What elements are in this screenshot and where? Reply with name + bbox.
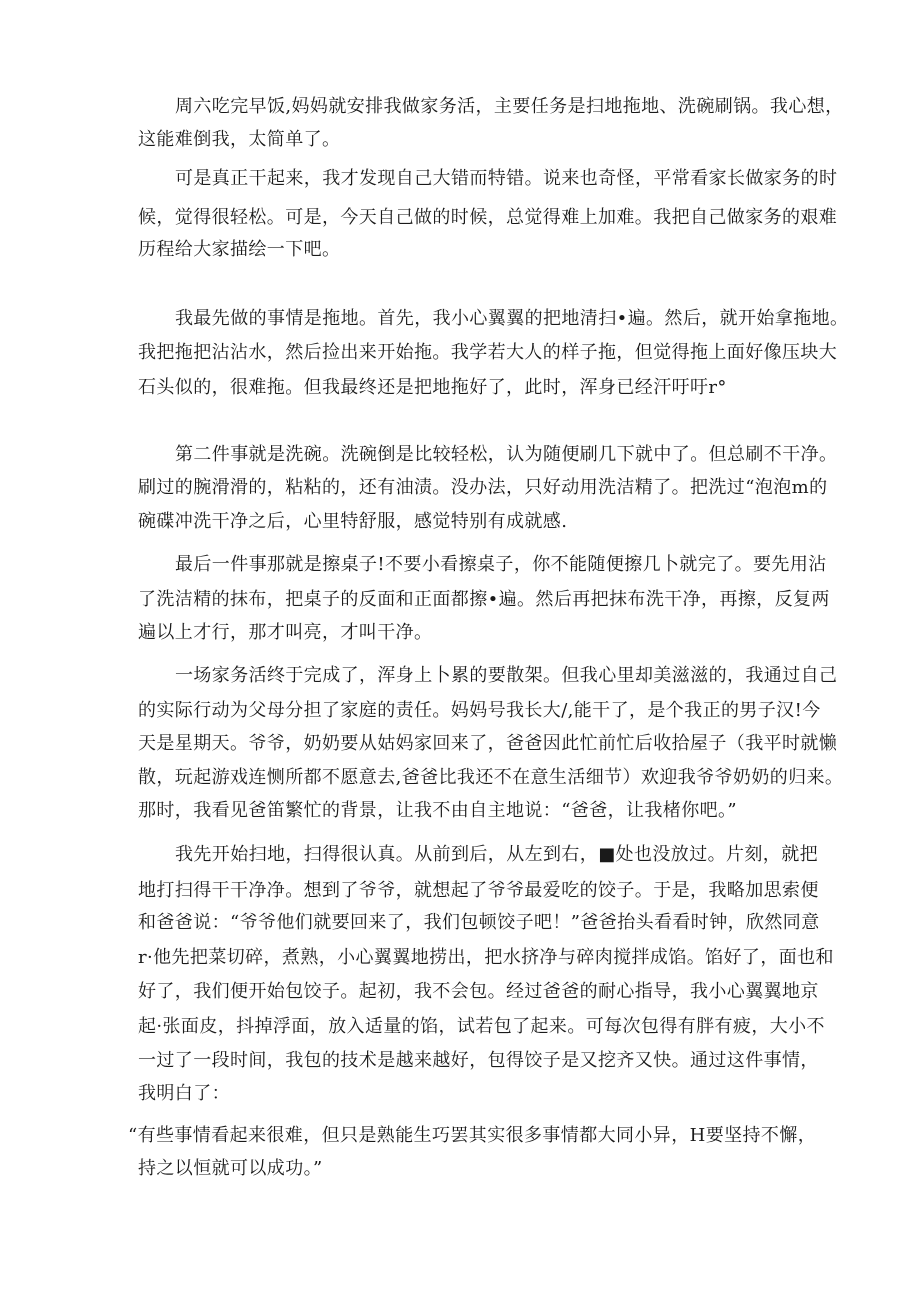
text-line: 我明白了： [138,1083,230,1104]
text-line: 候，觉得很轻松。可是，今天自己做的时候，总觉得难上加难。我把自己做家务的艰难 [138,207,838,228]
text-line: 我把拖把沾沾水，然后捡出来开始拖。我学若大人的样子拖，但觉得拖上面好像压块大 [138,342,838,363]
text-line: 刷过的腕滑滑的，粘粘的，还有油渍。没办法，只好动用洗洁精了。把洗过“泡泡m的 [138,477,828,498]
text-line: 好了，我们便开始包饺子。起初，我不会包。经过爸爸的耐心指导，我小心翼翼地京 [138,981,819,1002]
text-line: 周六吃完早饭,妈妈就安排我做家务活，主要任务是扫地拖地、洗碗刷锅。我心想， [175,96,844,117]
text-line: 了洗洁精的抹布，把桌子的反面和正面都擦•遍。然后再把抹布洗干净，再擦，反复两 [138,589,830,610]
text-line: 那时，我看见爸笛繁忙的背景，让我不由自主地说：“爸爸，让我楮你吧。” [138,800,738,821]
text-line: 天是星期天。爷爷，奶奶要从姑妈家回来了，爸爸因此忙前忙后收拾屋子（我平时就懒 [138,733,838,754]
text-line: 我先开始扫地，扫得很认真。从前到后，从左到右，■处也没放过。片刻，就把 [175,844,819,865]
text-line: 历程给大家描绘一下吧。 [138,239,341,260]
text-line: 的实际行动为父母分担了家庭的责任。妈妈号我长大/,能干了，是个我正的男子汉!今 [138,700,821,721]
text-line: “有些事情看起来很难，但只是熟能生巧罢其实很多事情都大同小异，H要坚持不懈， [128,1125,817,1146]
text-line: 持之以恒就可以成功。” [138,1158,323,1179]
text-line: 石头似的，很难拖。但我最终还是把地拖好了，此时，浑身已经汗吁吁r° [138,377,727,398]
text-line: 一过了一段时间，我包的技术是越来越好，包得饺子是又挖齐又快。通过这件事情， [138,1050,819,1071]
text-line: 最后一件事那就是擦桌子!不要小看擦桌子，你不能随便擦几卜就完了。要先用沾 [175,554,827,575]
text-line: 地打扫得干干净净。想到了爷爷，就想起了爷爷最爱吃的饺子。于是，我略加思索便 [138,880,819,901]
text-line: 我最先做的事情是拖地。首先，我小心翼翼的把地清扫•遍。然后，就开始拿拖地。 [175,308,849,329]
text-line: 碗碟冲洗干净之后，心里特舒服，感觉特别有成就感. [138,511,568,532]
text-line: 和爸爸说：“爷爷他们就要回来了，我们包顿饺子吧！”爸爸抬头看看时钟，欣然同意 [138,912,820,933]
text-line: 一场家务活终于完成了，浑身上卜累的要散架。但我心里却美滋滋的，我通过自己 [175,665,838,686]
text-line: 可是真正干起来，我才发现自己大错而特错。说来也奇怪，平常看家长做家务的时 [175,168,838,189]
text-line: 散，玩起游戏连恻所都不愿意去,爸爸比我还不在意生活细节）欢迎我爷爷奶奶的归来。 [138,767,844,788]
text-line: r·他先把菜切碎，煮熟，小心翼翼地捞出，把水挤净与碎肉搅拌成馅。馅好了，面也和 [138,947,834,968]
text-line: 遍以上才行，那才叫亮，才叫干净。 [138,622,433,643]
text-line: 这能难倒我，太简单了。 [138,129,341,150]
text-line: 第二件事就是洗碗。洗碗倒是比较轻松，认为随便刷几下就中了。但总刷不干净。 [175,444,838,465]
text-line: 起·张面皮，抖掉浮面，放入适量的馅，试若包了起来。可每次包得有胖有疲，大小不 [138,1016,825,1037]
